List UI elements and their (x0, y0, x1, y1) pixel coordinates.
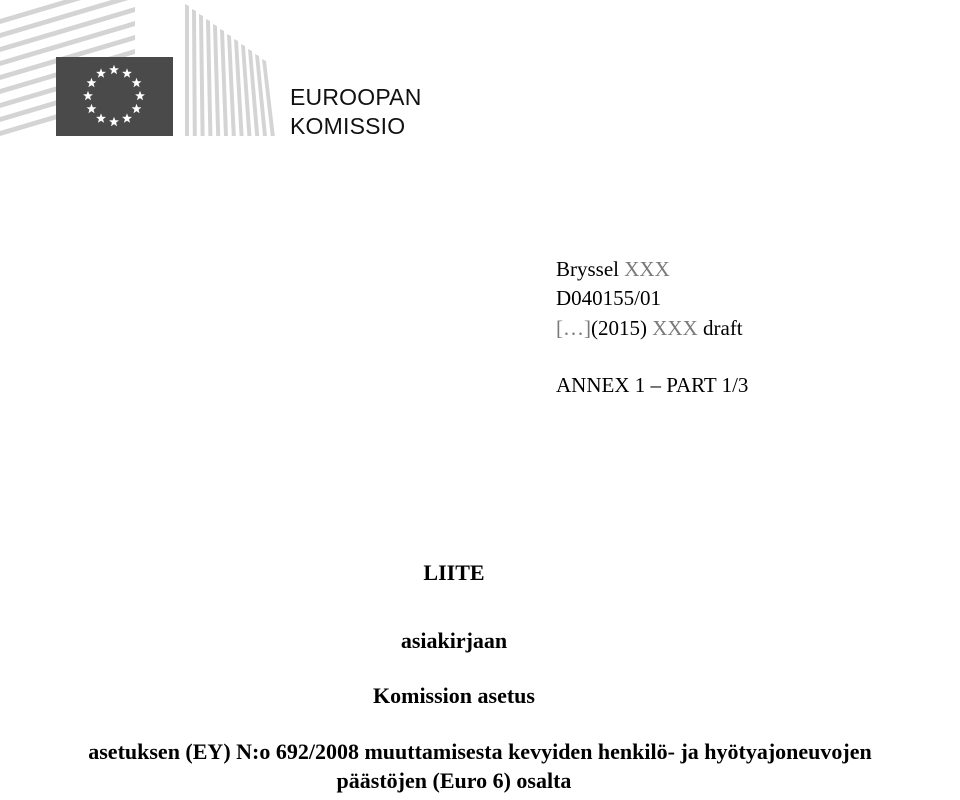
reference-year: (2015) (591, 316, 647, 340)
building-blade-icon (220, 29, 228, 136)
building-blade-icon (213, 24, 220, 136)
annex-label: ANNEX 1 – PART 1/3 (556, 373, 749, 397)
organization-name-line1: EUROOPAN (290, 84, 422, 110)
place-date-placeholder: XXX (624, 257, 670, 281)
document-id: D040155/01 (556, 286, 661, 310)
building-blade-icon (185, 4, 189, 136)
document-subheading: asiakirjaan (400, 628, 508, 653)
building-blade-icon (227, 34, 236, 136)
building-stripe-icon (0, 0, 135, 38)
act-type: Komission asetus (373, 683, 535, 708)
document-place-date (556, 256, 670, 282)
document-title-line1: asetuksen (EY) N:o 692/2008 muuttamisesta kevyiden henkilö- ja hyötyajoneuvojen (88, 739, 872, 764)
place-name: Bryssel (556, 257, 619, 281)
document-title-line2: päästöjen (Euro 6) osalta (336, 768, 572, 793)
building-blade-icon (199, 14, 205, 136)
building-blade-icon (192, 9, 197, 136)
reference-status: draft (703, 316, 743, 340)
reference-placeholder: XXX (652, 316, 698, 340)
organization-name-line2: KOMISSIO (290, 113, 406, 139)
document-heading: LIITE (423, 560, 485, 585)
document-reference (556, 315, 743, 341)
building-blade-icon (206, 19, 212, 136)
reference-bracket: […] (556, 316, 591, 340)
eu-commission-logo-icon (0, 0, 275, 140)
